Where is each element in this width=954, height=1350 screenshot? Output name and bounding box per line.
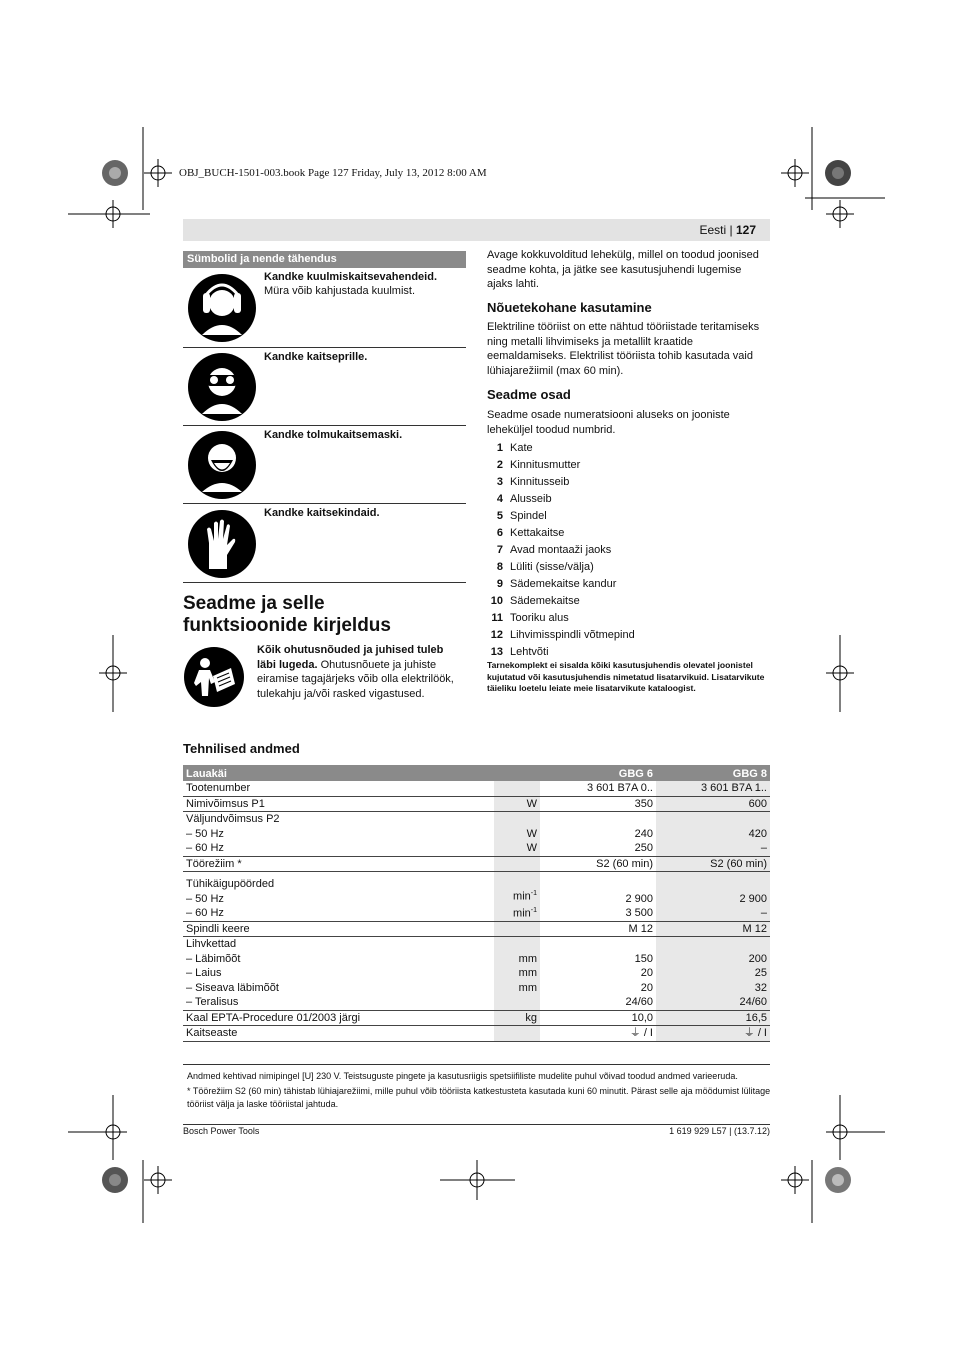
part-label: Kate [510,442,533,454]
cell-line: 32 [754,981,767,994]
cell-line: Nimivõimsus P1 [186,797,265,810]
list-item [487,457,767,474]
footnote-divider [183,1064,770,1065]
parts-intro: Seadme osade numeratsiooni aluseks on jooniste leheküljel toodud numbrid. [487,409,730,436]
cell-line: S2 (60 min) [710,857,767,870]
cell-line: – 50 Hz [186,892,224,905]
cell-line: W [526,842,537,854]
symbol-row-mask [183,426,466,504]
print-header: OBJ_BUCH-1501-003.book Page 127 Friday, July 13, 2012 8:00 AM [179,167,487,179]
cell-a [540,781,656,796]
safety-warning-title: Kõik ohutusnõuded ja juhised tuleb läbi lugeda. [257,644,444,671]
part-number: 6 [496,527,503,539]
safety-warning [257,643,462,701]
cell-b [656,921,770,937]
technical-title: Tehnilised andmed [183,741,300,756]
parts-title: Seadme osad [487,387,571,402]
cell-label [183,796,494,812]
part-label: Sädemekaitse kandur [510,578,617,590]
list-item [487,542,767,559]
part-label: Kinnitusseib [510,476,570,488]
cell-line: Spindli keere [186,922,250,935]
part-label: Spindel [510,510,547,522]
cell-line: Tootenumber [186,782,251,794]
symbols-heading: Sümbolid ja nende tähendus [183,251,466,268]
part-number: 2 [496,459,503,471]
list-item [487,559,767,576]
cell-line [659,937,767,952]
cell-a [540,1010,656,1026]
description-title: Seadme ja selle funktsioonide kirjeldus [183,593,391,636]
table-row [183,872,770,922]
cell-line [659,877,767,892]
cell-line: $\min^{-1}$ [513,906,537,920]
cell-line [497,937,537,952]
cell-line [543,877,653,892]
page-header-text [699,223,756,237]
part-label: Lehtvõti [510,646,549,658]
cell-line: – [760,907,767,920]
cell-line: 420 [748,827,767,840]
cell-line: 2 900 [625,892,653,905]
part-number: 11 [491,612,503,624]
list-item [487,508,767,525]
cell-line: S2 (60 min) [596,857,653,870]
cell-line: 24/60 [625,996,653,1009]
ear-protection-icon [187,273,257,343]
part-number: 10 [490,595,503,607]
cell-line: 200 [748,952,767,965]
cell-unit [494,856,540,872]
cell-unit [494,781,540,796]
table-row [183,812,770,857]
cell-line: – 50 Hz [186,827,224,840]
cell-b [656,856,770,872]
read-manual-icon [183,646,245,708]
cell-a [540,812,656,857]
list-item [487,491,767,508]
part-number: 9 [496,578,503,590]
list-item [487,610,767,627]
cell-line: mm [518,952,537,965]
cell-line: 25 [754,967,767,980]
footer-doc-number: 1 619 929 L57 | (13.7.12) [669,1126,770,1136]
part-number: 8 [496,561,503,573]
dust-mask-icon [187,430,257,500]
symbol-row-goggles [183,348,466,426]
cell-line [497,872,537,887]
cell-line [497,1026,537,1041]
part-number: 4 [496,493,503,505]
cell-line [543,937,653,952]
column-header-gbg8: GBG 8 [656,765,770,781]
intro-text: Avage kokkuvolditud lehekülg, millel on toodud joonised seadme kohta, ja jätke see kasutusjuhendi lugemise ajaks lahti. [487,249,759,290]
cell-line [497,857,537,872]
part-label: Lihvimisspindli võtmepind [510,629,635,641]
cell-line: 3 601 B7A 0.. [586,782,653,794]
cell-line: – [760,842,767,854]
protective-gloves-icon [187,509,257,579]
cell-line: 3 601 B7A 1.. [700,782,767,794]
cell-b [656,796,770,812]
cell-b [656,1010,770,1026]
cell-a [540,856,656,872]
list-item [487,644,767,661]
table-row [183,921,770,937]
cell-line: – Siseava läbimõõt [186,981,279,994]
cell-b [656,812,770,857]
cell-line: Tühikäigupöörded [186,878,275,891]
cell-line [543,812,653,827]
cell-line: – Teralisus [186,996,239,1009]
cell-line: 600 [748,797,767,810]
cell-a [540,937,656,1011]
footer-divider [183,1124,770,1125]
accessory-note: Tarnekomplekt ei sisalda kõiki kasutusjuhendis olevatel joonistel kujutatud või kasutusjuhendis nimetatud lisatarvikuid. Lisatarvikute täieliku loetelu leiate meie lisatarvikute kataloogist. [487,660,765,693]
cell-unit [494,937,540,1011]
cell-a [540,872,656,922]
separator: | [729,223,733,237]
part-label: Sädemekaitse [510,595,580,607]
cell-line: 20 [640,967,653,980]
cell-line: 3 500 [625,907,653,920]
table-row [183,781,770,796]
table-row [183,856,770,872]
cell-b [656,781,770,796]
cell-unit [494,921,540,937]
part-label: Kinnitusmutter [510,459,581,471]
cell-unit [494,1010,540,1026]
language-label: Eesti [699,223,727,237]
cell-line: – Laius [186,967,222,980]
cell-line: Lihvkettad [186,938,237,951]
part-number: 12 [490,629,503,641]
safety-warning-text: Ohutusnõuete ja juhiste eiramise tagajärjeks võib olla elektrilöök, tulekahju ja/või rasked vigastused. [257,658,454,700]
footer-brand: Bosch Power Tools [183,1126,260,1136]
cell-line: 10,0 [631,1011,653,1024]
symbol-title: Kandke kaitseprille. [264,351,368,363]
list-item [487,440,767,457]
cell-line: mm [518,967,537,980]
cell-label [183,1010,494,1026]
cell-line: mm [518,981,537,994]
cell-line: Kaitseaste [186,1027,238,1040]
cell-label [183,1026,494,1042]
intended-use-title: Nõuetekohane kasutamine [487,300,652,315]
page-number: 127 [735,223,756,237]
list-item [487,593,767,610]
list-item [487,474,767,491]
cell-label [183,921,494,937]
part-number: 13 [490,646,503,658]
part-label: Avad montaaži jaoks [510,544,612,556]
footnote-operating-mode: * Töörežiim S2 (60 min) tähistab lühiajarežiimi, mille puhul võib tööriista katkestusteta kasutada kuni 60 minutit. Pärast selle aja möödumist lülitage tööriist välja ja laske tööriistal jahtuda. [187,1086,771,1109]
column-header-label: Lauakäi [183,765,494,781]
part-number: 1 [496,442,503,454]
cell-line: Kaal EPTA-Procedure 01/2003 järgi [186,1011,361,1024]
table-row [183,796,770,812]
cell-b [656,1026,770,1042]
cell-unit [494,812,540,857]
cell-line: kg [525,1011,537,1024]
list-item [487,576,767,593]
cell-a [540,796,656,812]
cell-label [183,781,494,796]
symbol-text: Müra võib kahjustada kuulmist. [264,285,416,297]
cell-line: – 60 Hz [186,842,224,854]
cell-label [183,812,494,857]
symbol-title: Kandke kuulmiskaitsevahendeid. [264,271,438,283]
part-label: Tooriku alus [510,612,569,624]
part-number: 7 [496,544,503,556]
cell-line: Väljundvõimsus P2 [186,813,280,825]
table-row [183,1010,770,1026]
cell-line: ⏚ / I [629,1027,653,1040]
cell-line: 2 900 [739,892,767,905]
cell-b [656,872,770,922]
cell-line [659,812,767,827]
cell-label [183,872,494,922]
cell-line: Töörežiim * [186,857,242,870]
cell-line: $\min^{-1}$ [513,889,537,903]
intended-use-text: Elektriline tööriist on ette nähtud tööriistade teritamiseks ning metalli lihvimiseks ja metallilt kraatide eemaldamiseks. Elektrilist tööriista tohib kasutada vaid lühiajarežiimil (max 60 min). [487,321,760,377]
cell-line: ⏚ / I [743,1027,767,1040]
symbol-title: Kandke kaitsekindaid. [264,507,380,519]
cell-unit [494,872,540,922]
column-header-unit [494,765,540,781]
page-header [183,219,770,241]
cell-line [497,812,537,827]
cell-line: W [526,827,537,840]
cell-line: 24/60 [739,996,767,1009]
parts-list [487,440,767,661]
cell-a [540,921,656,937]
symbol-title: Kandke tolmukaitsemaski. [264,429,403,441]
list-item [487,525,767,542]
cell-line: 350 [634,797,653,810]
symbol-row-hearing [183,268,466,348]
safety-goggles-icon [187,352,257,422]
cell-line [497,781,537,796]
cell-line: 150 [634,952,653,965]
cell-label [183,856,494,872]
cell-unit [494,1026,540,1042]
footnote-voltage: Andmed kehtivad nimipingel [U] 230 V. Teistsuguste pingete ja kasutusriigis spetsiifiliste mudelite puhul võivad toodud andmed varieeruda. [187,1071,738,1081]
cell-unit [494,796,540,812]
table-row [183,937,770,1011]
table-header-row [183,765,770,781]
cell-line: M 12 [628,922,653,935]
part-label: Kettakaitse [510,527,565,539]
part-number: 3 [496,476,503,488]
list-item [487,627,767,644]
table-row [183,1026,770,1042]
cell-line: W [526,797,537,810]
cell-b [656,937,770,1011]
symbol-row-gloves [183,504,466,583]
cell-line: – Läbimõõt [186,952,241,965]
cell-line: 16,5 [745,1011,767,1024]
part-label: Lüliti (sisse/välja) [510,561,594,573]
cell-label [183,937,494,1011]
cell-line [497,922,537,937]
technical-data-table [183,765,770,1042]
cell-line: 20 [640,981,653,994]
column-header-gbg6: GBG 6 [540,765,656,781]
cell-line [497,995,537,1010]
cell-line: M 12 [742,922,767,935]
cell-line: 250 [634,842,653,854]
part-number: 5 [496,510,503,522]
cell-a [540,1026,656,1042]
part-label: Alusseib [510,493,552,505]
cell-line: 240 [634,827,653,840]
cell-line: – 60 Hz [186,907,224,920]
